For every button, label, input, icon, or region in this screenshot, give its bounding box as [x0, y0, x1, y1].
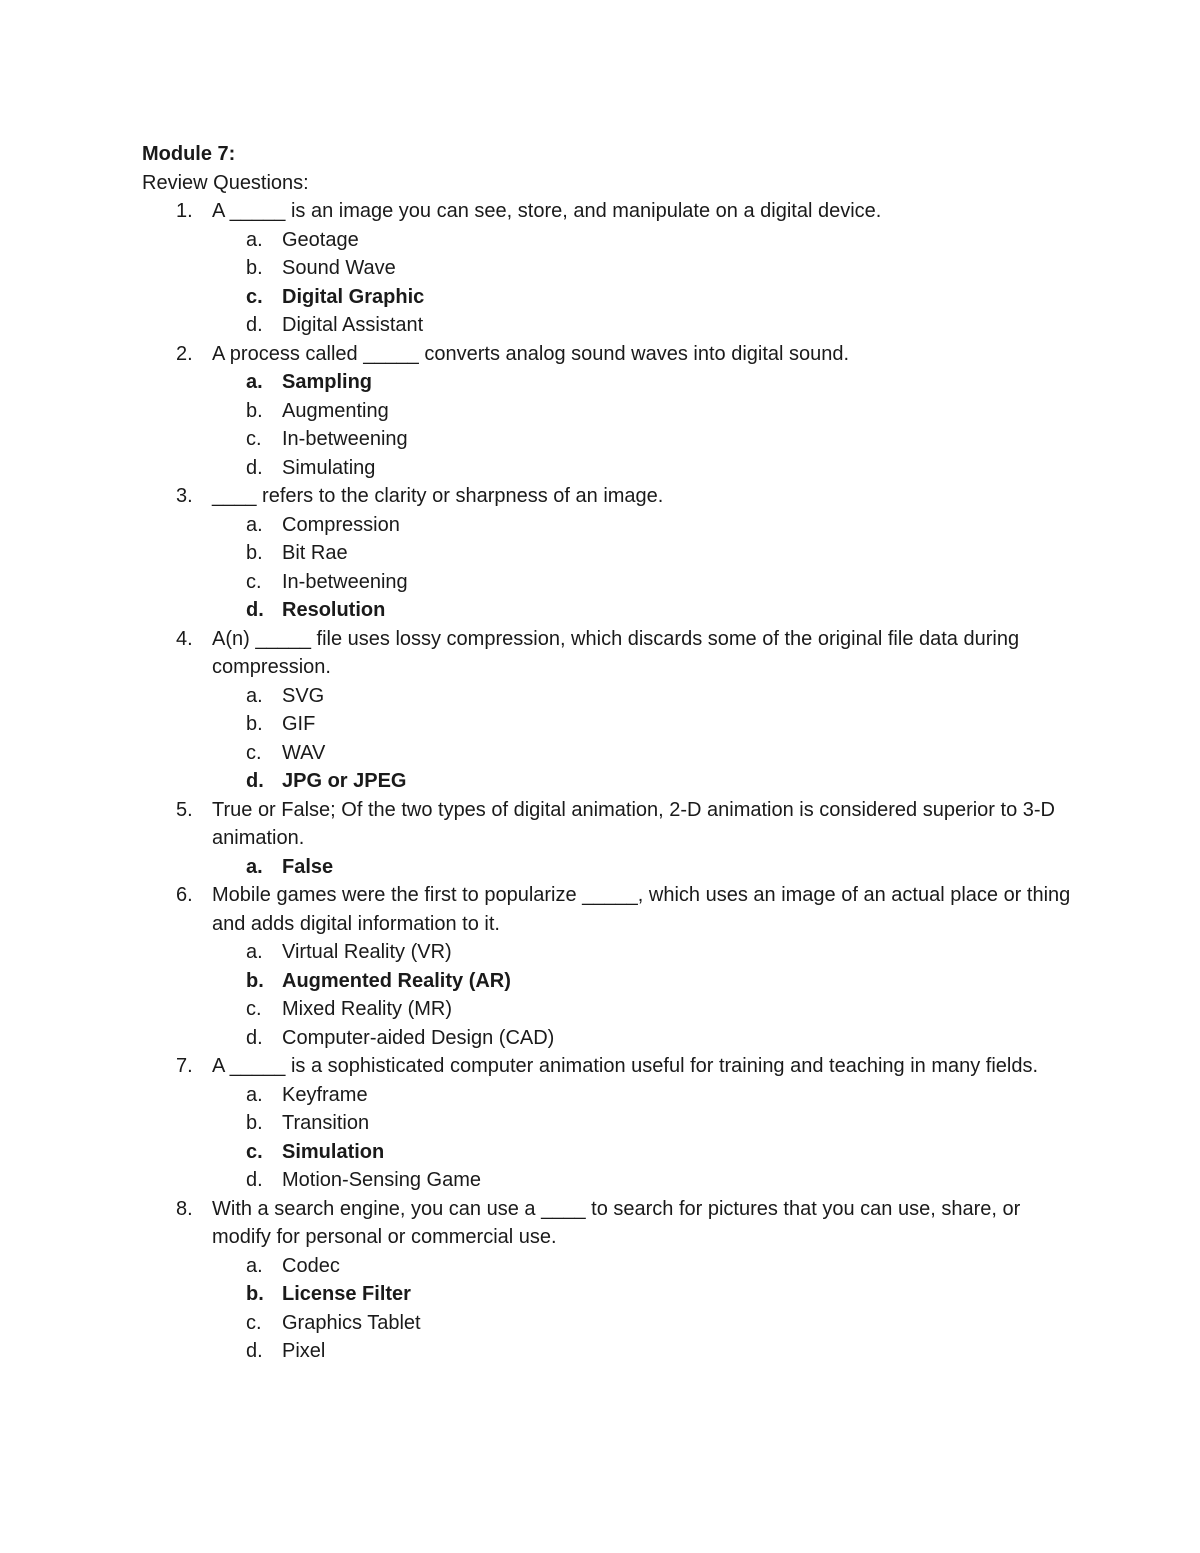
option-text: In-betweening [282, 428, 408, 450]
question-item [142, 881, 1082, 1052]
option-text: Simulating [282, 456, 376, 479]
question-text: ____ refers to the clarity or sharpness of an image. [212, 485, 664, 507]
option-list [212, 368, 1082, 482]
option-text: Bit Rae [282, 542, 348, 564]
option-letter: c. [246, 570, 262, 593]
question-number: 3. [176, 485, 193, 507]
option-item [212, 938, 1082, 967]
option-letter: a. [246, 228, 263, 251]
option-item [212, 539, 1082, 568]
option-item [212, 226, 1082, 255]
option-text: Augmented Reality (AR) [282, 969, 511, 992]
option-item [212, 995, 1082, 1024]
answer-option [212, 368, 1082, 397]
option-item [212, 1166, 1082, 1195]
option-text: License Filter [282, 1283, 411, 1305]
option-text: Sound Wave [282, 257, 396, 279]
option-item [212, 425, 1082, 454]
option-item [212, 1109, 1082, 1138]
option-text: In-betweening [282, 570, 408, 593]
option-item [212, 311, 1082, 340]
option-list [212, 226, 1082, 340]
option-item [212, 1337, 1082, 1366]
option-text: Graphics Tablet [282, 1311, 421, 1334]
question-text: With a search engine, you can use a ____ to search for pictures that you can use, share, or modify for personal or commercial use. [212, 1197, 1021, 1248]
option-item [212, 397, 1082, 426]
option-text: Digital Graphic [282, 285, 425, 308]
question-text: Mobile games were the first to popularize _____, which uses an image of an actual place or thing and adds digital information to it. [212, 884, 1071, 935]
option-text: Compression [282, 513, 400, 536]
question-text: True or False; Of the two types of digital animation, 2-D animation is considered superior to 3-D animation. [212, 798, 1055, 849]
question-number: 4. [176, 627, 193, 650]
option-text: SVG [282, 684, 325, 707]
option-list [212, 938, 1082, 1052]
option-text: Resolution [282, 599, 386, 621]
option-text: Computer-aided Design (CAD) [282, 1026, 555, 1049]
option-letter: a. [246, 684, 263, 707]
option-text: Digital Assistant [282, 314, 424, 336]
question-number: 5. [176, 798, 193, 821]
option-letter: b. [246, 257, 263, 279]
question-number: 2. [176, 342, 193, 365]
option-letter: a. [246, 941, 263, 963]
question-item [142, 625, 1082, 796]
option-item [212, 1024, 1082, 1053]
option-letter: d. [246, 456, 263, 479]
question-number: 8. [176, 1197, 193, 1220]
question-text: A(n) _____ file uses lossy compression, which discards some of the original file data during compression. [212, 627, 1020, 678]
question-item [142, 1052, 1082, 1195]
answer-option [212, 596, 1082, 625]
question-item [142, 482, 1082, 625]
option-letter: c. [246, 428, 262, 450]
option-list [212, 511, 1082, 625]
option-letter: d. [246, 770, 264, 792]
option-letter: b. [246, 542, 263, 564]
option-item [212, 511, 1082, 540]
section-subtitle: Review Questions: [142, 171, 309, 194]
option-letter: c. [246, 998, 262, 1020]
option-letter: a. [246, 371, 263, 393]
option-item [212, 1252, 1082, 1281]
option-letter: d. [246, 314, 263, 336]
question-text: A _____ is a sophisticated computer animation useful for training and teaching in many fields. [212, 1055, 1039, 1077]
answer-option [212, 1138, 1082, 1167]
question-number: 7. [176, 1055, 193, 1077]
question-item [142, 197, 1082, 340]
option-list [212, 1081, 1082, 1195]
document-page [142, 140, 1082, 1366]
option-text: GIF [282, 713, 316, 735]
option-text: Simulation [282, 1140, 385, 1163]
option-text: Pixel [282, 1340, 326, 1362]
question-item [142, 340, 1082, 483]
option-item [212, 568, 1082, 597]
option-item [212, 1081, 1082, 1110]
option-item [212, 1309, 1082, 1338]
option-text: Codec [282, 1254, 340, 1277]
option-text: Keyframe [282, 1083, 368, 1106]
option-letter: a. [246, 855, 263, 878]
question-number: 1. [176, 200, 193, 222]
answer-option [212, 853, 1082, 882]
option-item [212, 682, 1082, 711]
option-item [212, 710, 1082, 739]
question-text: A _____ is an image you can see, store, and manipulate on a digital device. [212, 200, 882, 222]
answer-option [212, 283, 1082, 312]
option-text: WAV [282, 741, 326, 764]
option-text: JPG or JPEG [282, 770, 407, 792]
option-text: False [282, 855, 334, 878]
option-letter: a. [246, 1254, 263, 1277]
option-letter: c. [246, 1311, 262, 1334]
option-letter: d. [246, 1340, 263, 1362]
option-letter: c. [246, 1140, 263, 1163]
option-letter: c. [246, 285, 263, 308]
option-list [212, 1252, 1082, 1366]
option-item [212, 254, 1082, 283]
option-list [212, 682, 1082, 796]
option-letter: b. [246, 1112, 263, 1134]
option-text: Augmenting [282, 399, 389, 422]
module-title: Module 7: [142, 143, 236, 165]
option-letter: a. [246, 1083, 263, 1106]
answer-option [212, 967, 1082, 996]
option-letter: d. [246, 1169, 263, 1191]
question-text: A process called _____ converts analog sound waves into digital sound. [212, 342, 850, 365]
option-text: Geotage [282, 228, 359, 251]
question-number: 6. [176, 884, 193, 906]
option-text: Virtual Reality (VR) [282, 941, 452, 963]
option-letter: a. [246, 513, 263, 536]
option-letter: b. [246, 399, 263, 422]
option-text: Motion-Sensing Game [282, 1169, 481, 1191]
option-item [212, 454, 1082, 483]
option-item [212, 739, 1082, 768]
option-letter: d. [246, 1026, 263, 1049]
question-item [142, 1195, 1082, 1366]
option-text: Mixed Reality (MR) [282, 998, 453, 1020]
option-text: Sampling [282, 371, 373, 393]
option-text: Transition [282, 1112, 370, 1134]
option-letter: b. [246, 969, 264, 992]
question-item [142, 796, 1082, 882]
option-list [212, 853, 1082, 882]
option-letter: c. [246, 741, 262, 764]
option-letter: d. [246, 599, 264, 621]
question-list [142, 197, 1082, 1366]
option-letter: b. [246, 1283, 264, 1305]
answer-option [212, 767, 1082, 796]
option-letter: b. [246, 713, 263, 735]
answer-option [212, 1280, 1082, 1309]
